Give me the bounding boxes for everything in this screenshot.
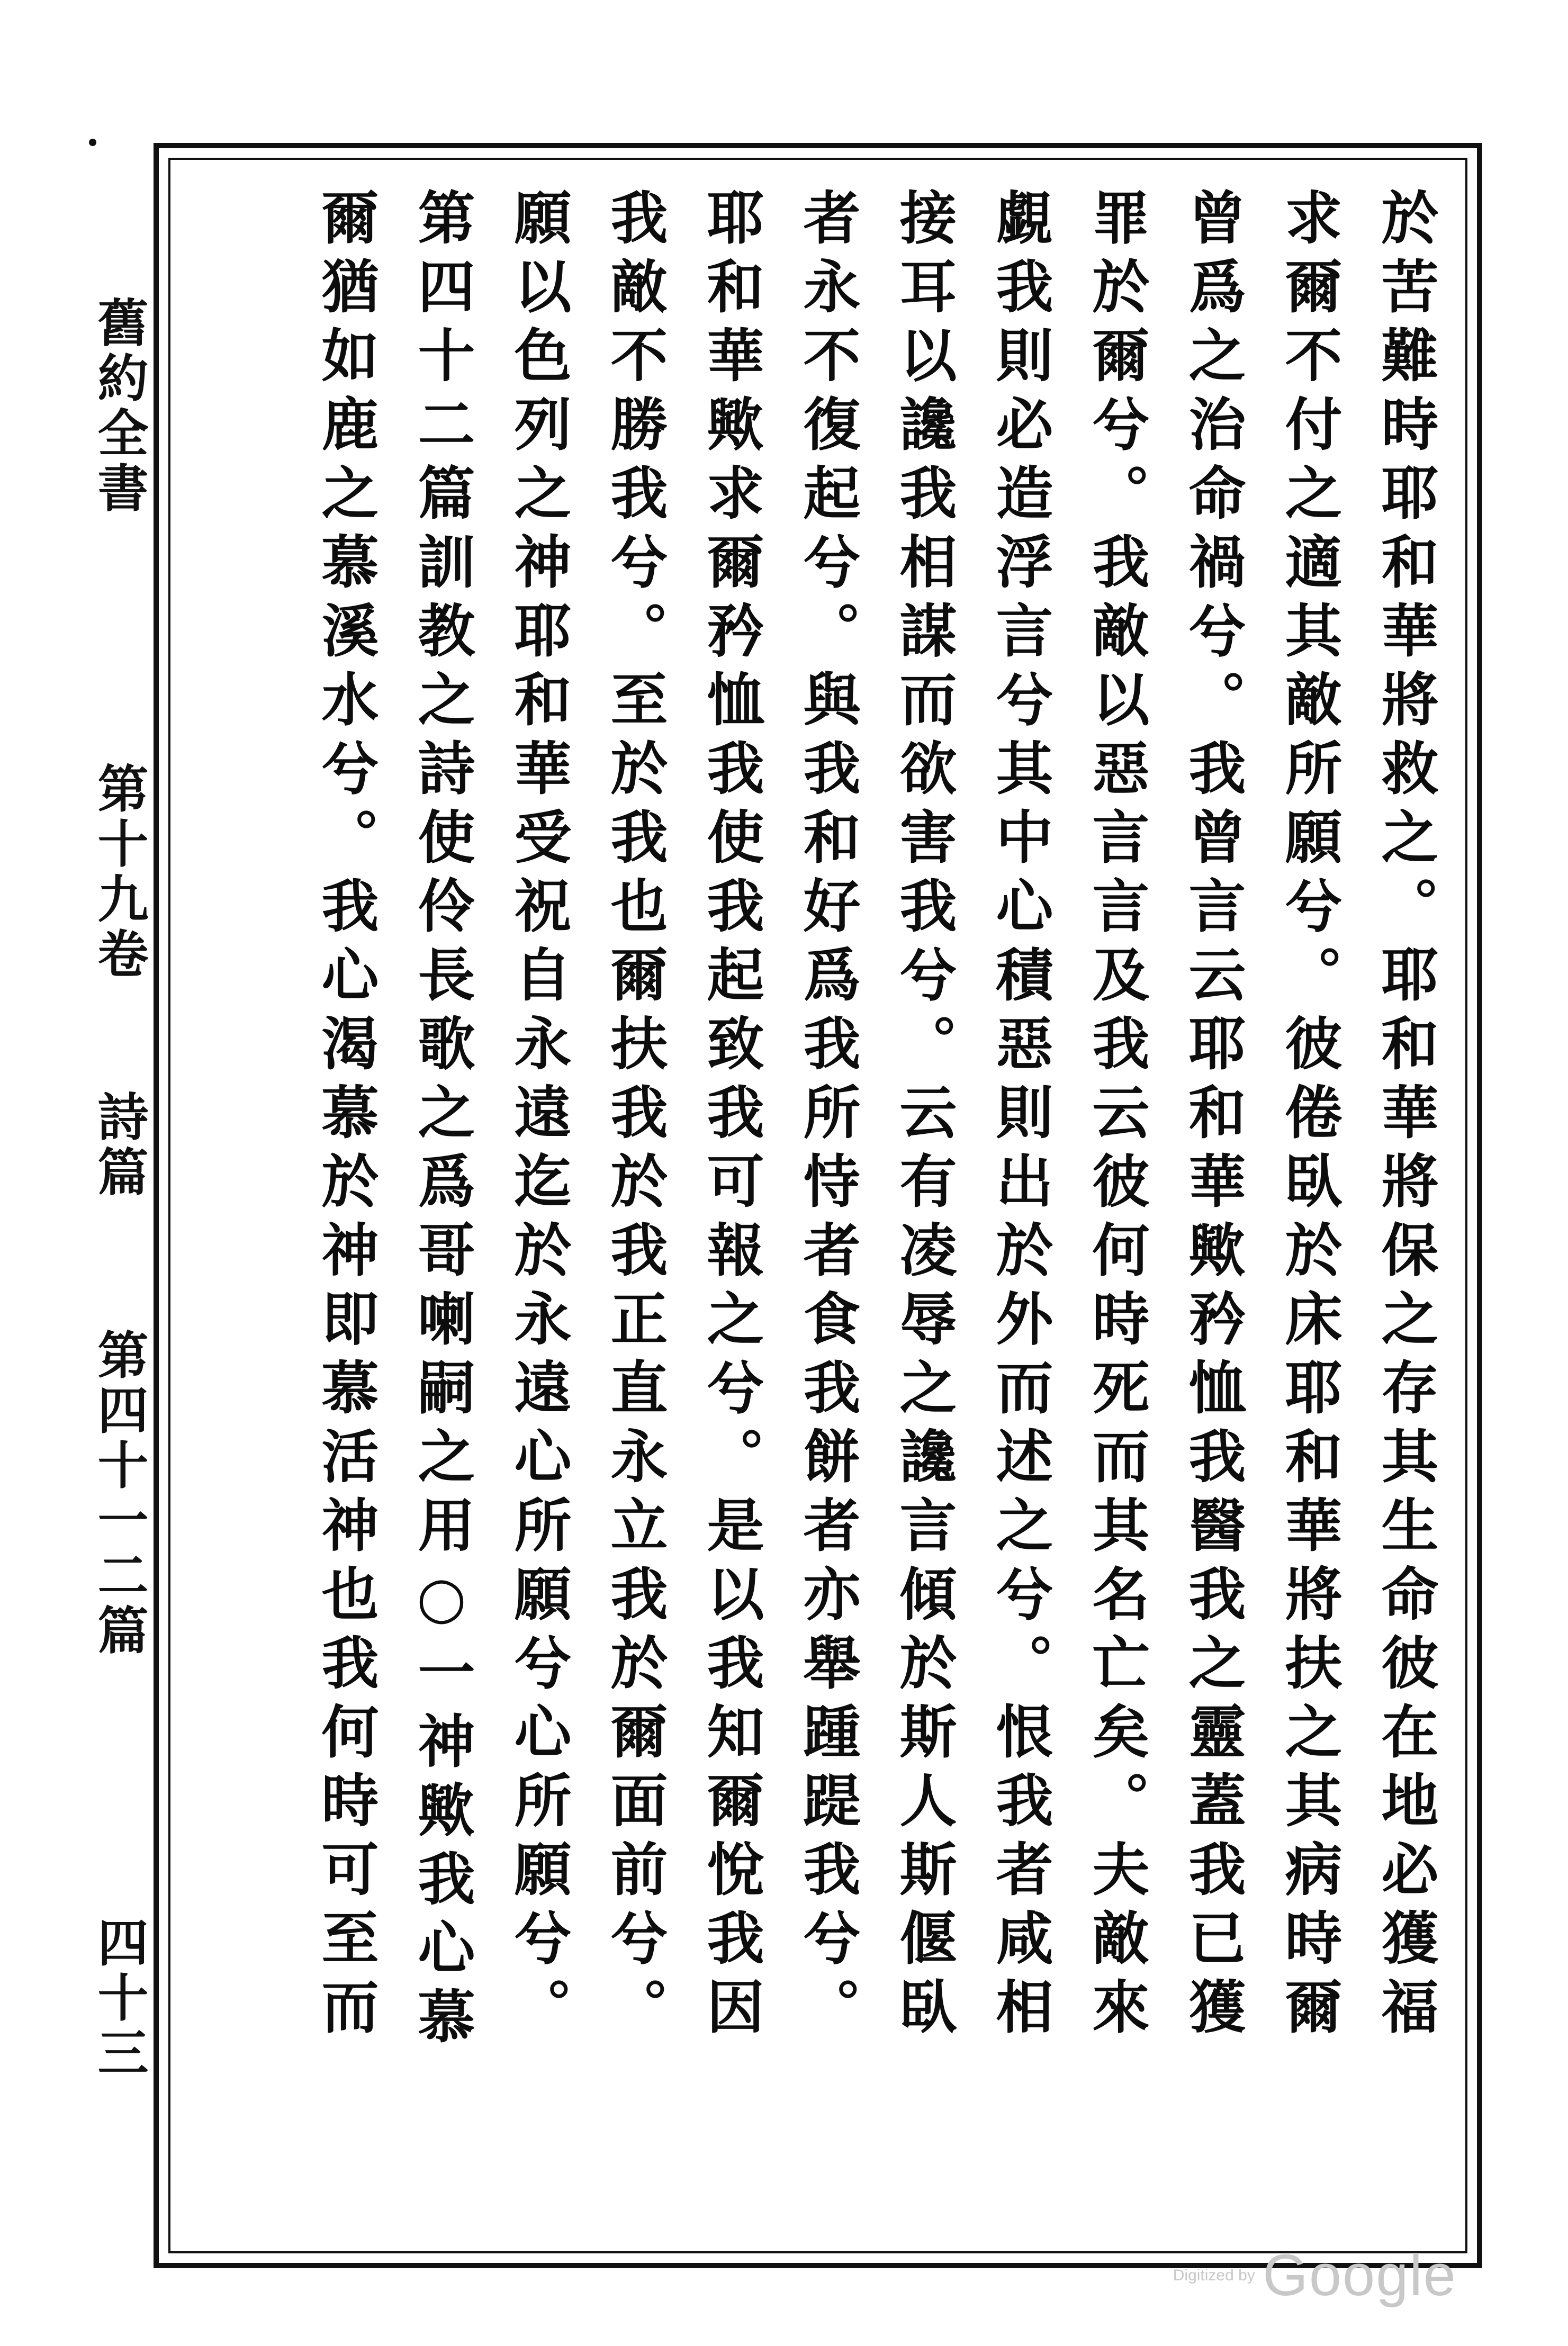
text-column: 願以色列之神耶和華受祝自永遠迄於永遠心所願兮心所願兮。 [504, 188, 571, 2046]
text-column: 於苦難時耶和華將救之。耶和華將保之存其生命彼在地必獲福 [1372, 188, 1438, 2046]
text-column: 曾爲之治命禍兮。我曾言云耶和華歟矜恤我醫我之靈蓋我已獲 [1179, 188, 1246, 2046]
text-column: 罪於爾兮。我敵以惡言言及我云彼何時死而其名亡矣。夫敵來 [1083, 188, 1149, 2046]
text-column: 爾猶如鹿之慕溪水兮。我心渴慕於神即慕活神也我何時可至而 [312, 188, 379, 2046]
google-logo: Google [1263, 2243, 1457, 2308]
book-name: 詩篇 [89, 1090, 149, 1201]
running-header [79, 296, 159, 2096]
margin-dot [89, 139, 96, 146]
volume-label: 第十九卷 [89, 762, 149, 982]
text-column: 求爾不付之適其敵所願兮。彼倦臥於床耶和華將扶之其病時爾 [1275, 188, 1342, 2046]
text-column: 接耳以讒我相謀而欲害我兮。云有凌辱之讒言傾於斯人斯偃臥 [890, 188, 957, 2046]
text-column: 我敵不勝我兮。至於我也爾扶我於我正直永立我於爾面前兮。 [601, 188, 668, 2046]
chapter-heading-column: 第四十二篇訓教之詩使伶長歌之爲哥喇嗣之用○一神歟我心慕 [408, 188, 475, 2055]
body-text [183, 188, 1453, 2231]
page-number: 四十三 [89, 1916, 149, 2081]
watermark-prefix: Digitized by [1173, 2266, 1255, 2284]
text-column: 覷我則必造浮言兮其中心積惡則出於外而述之兮。恨我者咸相 [986, 188, 1053, 2046]
text-column: 耶和華歟求爾矜恤我使我起致我可報之兮。是以我知爾悅我因 [697, 188, 764, 2046]
chapter-range: 第四十一二篇 [89, 1329, 149, 1659]
text-column: 者永不復起兮。與我和好爲我所恃者食我餅者亦舉踵踶我兮。 [794, 188, 860, 2046]
book-collection-title: 舊約全書 [89, 296, 149, 517]
digitization-watermark [1173, 2242, 1457, 2309]
